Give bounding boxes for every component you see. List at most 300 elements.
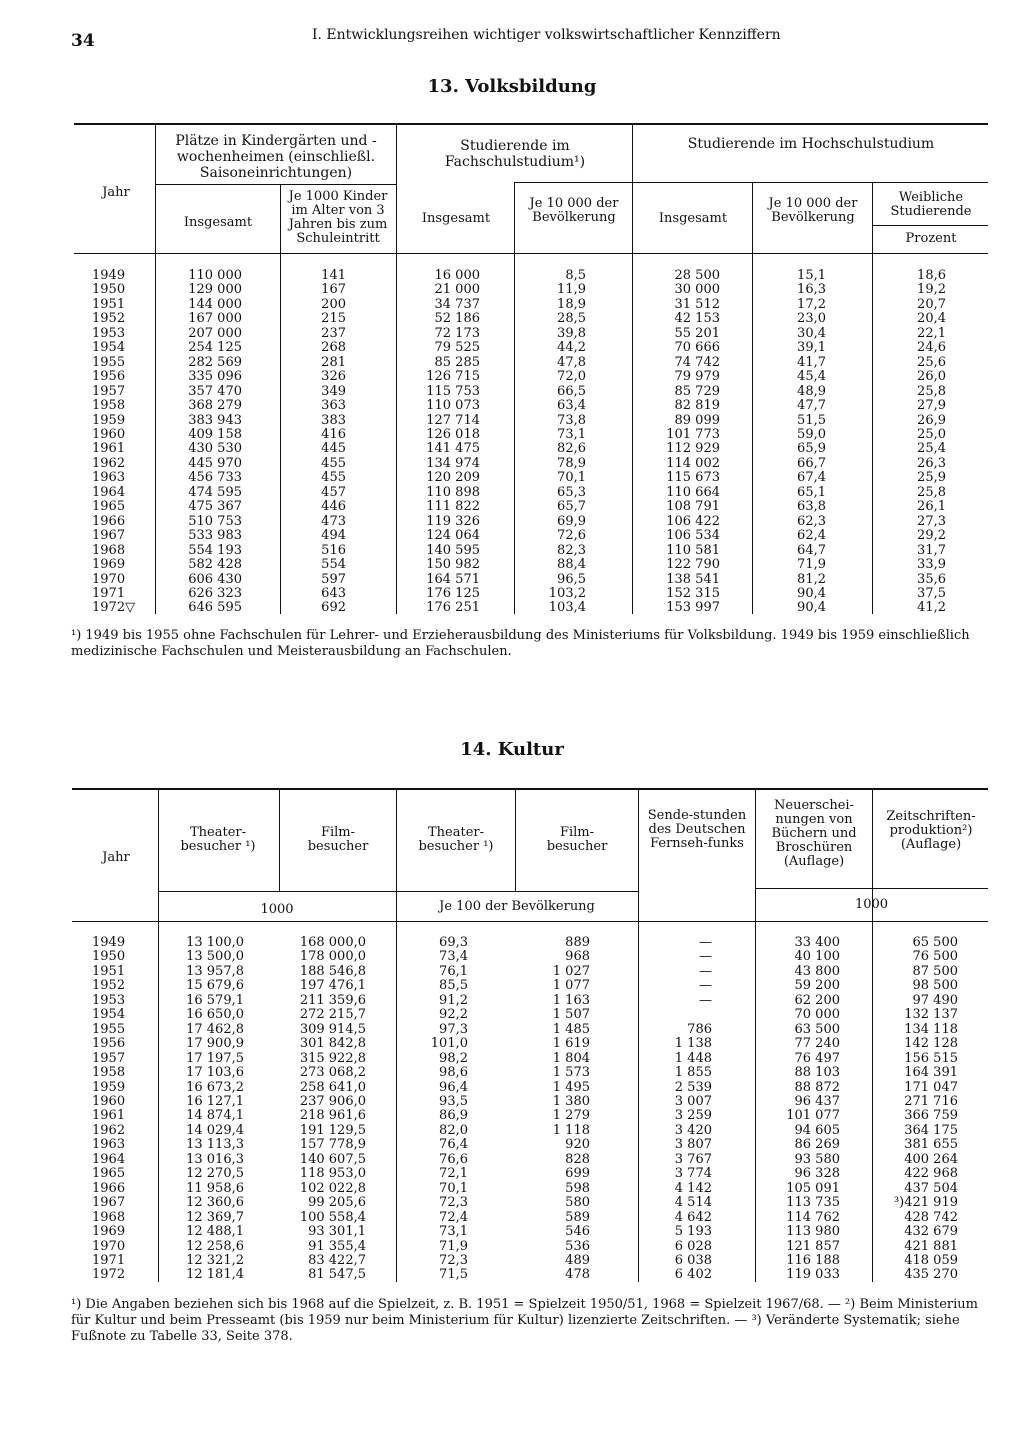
table-cell: 115 673 xyxy=(666,470,720,486)
table-cell: 215 xyxy=(321,311,346,327)
table14-top-rule xyxy=(72,788,988,790)
table-cell: 51,5 xyxy=(797,412,826,428)
table14-header-zeitschriften: Zeitschriften-produktion²) (Auflage) xyxy=(886,809,976,852)
table-cell: 416 xyxy=(321,426,346,442)
table-cell: 12 270,5 xyxy=(186,1166,244,1182)
table13-header-fach-je10000: Je 10 000 der Bevölkerung xyxy=(529,196,619,225)
table-cell: 121 857 xyxy=(786,1238,840,1254)
table-cell: 16 650,0 xyxy=(186,1007,244,1023)
table-cell: 41,2 xyxy=(917,600,946,616)
table-cell: 3 767 xyxy=(674,1151,712,1167)
table-cell: 4 642 xyxy=(674,1209,712,1225)
table-cell: 140 607,5 xyxy=(299,1151,366,1167)
table-cell: 1959 xyxy=(92,1079,126,1095)
table-cell: 1962 xyxy=(92,1122,126,1138)
table-cell: 457 xyxy=(321,484,346,500)
table-cell: 1967 xyxy=(92,528,126,544)
table-cell: 4 142 xyxy=(674,1180,712,1196)
table-cell: 368 279 xyxy=(188,398,242,414)
table-cell: 383 943 xyxy=(188,412,242,428)
table-cell: 16,3 xyxy=(797,282,826,298)
table13-col-hoch-ins xyxy=(636,269,720,616)
table-cell: 106 422 xyxy=(666,513,720,529)
table-cell: 171 047 xyxy=(904,1079,958,1095)
table-cell: 455 xyxy=(321,455,346,471)
table-cell: 1 855 xyxy=(674,1065,712,1081)
table-cell: 357 470 xyxy=(188,383,242,399)
table-cell: 142 128 xyxy=(904,1036,958,1052)
table-cell: 42 153 xyxy=(674,311,720,327)
table-cell: 643 xyxy=(321,585,346,601)
table-cell: 82,3 xyxy=(557,542,586,558)
table-cell: 113 980 xyxy=(786,1224,840,1240)
table-cell: 421 881 xyxy=(904,1238,958,1254)
table-cell: 16 579,1 xyxy=(186,992,244,1008)
table-cell: 74 742 xyxy=(674,354,720,370)
table-cell: 70,1 xyxy=(439,1180,468,1196)
table-cell: 63,8 xyxy=(797,499,826,515)
table-cell: 14 874,1 xyxy=(186,1108,244,1124)
table-cell xyxy=(642,1008,712,1022)
table-cell: 446 xyxy=(321,499,346,515)
table-cell: 29,2 xyxy=(917,528,946,544)
table-cell: 428 742 xyxy=(904,1209,958,1225)
table-cell: 12 360,6 xyxy=(186,1195,244,1211)
table-cell: 1964 xyxy=(92,1151,126,1167)
table-cell: — xyxy=(699,978,712,994)
table14-col-film-abs xyxy=(282,936,366,1283)
table-cell: 28,5 xyxy=(557,311,586,327)
table-cell: 110 581 xyxy=(666,542,720,558)
table-cell: 96 437 xyxy=(794,1093,840,1109)
table-cell: 1957 xyxy=(92,1050,126,1066)
table-cell: 786 xyxy=(687,1021,712,1037)
table14-col-neuerscheinungen xyxy=(758,936,840,1283)
table-cell: 1954 xyxy=(92,340,126,356)
table-cell: 69,3 xyxy=(439,935,468,950)
table-cell: 1 138 xyxy=(674,1036,712,1052)
table-cell: 96 328 xyxy=(794,1166,840,1182)
table-cell: 1951 xyxy=(92,296,126,312)
table-cell: 17 103,6 xyxy=(186,1065,244,1081)
table-cell: 1970 xyxy=(92,1238,126,1254)
table-cell: 20,4 xyxy=(917,311,946,327)
table-cell: 335 096 xyxy=(188,369,242,385)
table13-vrule-1 xyxy=(155,124,156,614)
table-cell: 13 100,0 xyxy=(186,935,244,950)
table-cell: 2 539 xyxy=(674,1079,712,1095)
table-cell: 25,6 xyxy=(917,354,946,370)
table-cell: 71,5 xyxy=(439,1267,468,1283)
table-cell: 211 359,6 xyxy=(299,992,366,1008)
table-cell: 1 279 xyxy=(552,1108,590,1124)
table-cell: 157 778,9 xyxy=(299,1137,366,1153)
table-cell: 12 488,1 xyxy=(186,1224,244,1240)
table-cell: 533 983 xyxy=(188,528,242,544)
table-cell: 65,3 xyxy=(557,484,586,500)
table14-footnote xyxy=(71,1297,991,1345)
table-cell: 23,0 xyxy=(797,311,826,327)
table-cell: 30 000 xyxy=(674,282,720,298)
table-cell: 72,3 xyxy=(439,1252,468,1268)
table13-mid-rule xyxy=(514,182,988,183)
table-cell: 281 xyxy=(321,354,346,370)
table-cell: 70 000 xyxy=(794,1007,840,1023)
table-cell: 1 380 xyxy=(552,1093,590,1109)
table13-header-hoch-je10000: Je 10 000 der Bevölkerung xyxy=(768,196,858,225)
table14-header-theater-abs: Theater-besucher ¹) xyxy=(180,825,256,854)
table-cell: 17,2 xyxy=(797,296,826,312)
table-cell: 1 485 xyxy=(552,1021,590,1037)
table13-vrule-4 xyxy=(514,182,515,614)
table-cell: 1960 xyxy=(92,426,126,442)
table-cell: 3 420 xyxy=(674,1122,712,1138)
table-cell: 78,9 xyxy=(557,455,586,471)
table-cell: 1958 xyxy=(92,398,126,414)
table-cell: 45,4 xyxy=(797,369,826,385)
table-cell: 889 xyxy=(565,935,590,950)
table-cell: 106 534 xyxy=(666,528,720,544)
table-cell: 273 068,2 xyxy=(299,1065,366,1081)
table-cell: 27,9 xyxy=(917,398,946,414)
table14-title: 14. Kultur xyxy=(460,739,564,760)
table-cell: 86,9 xyxy=(439,1108,468,1124)
table14-unit-rule-left xyxy=(158,891,638,892)
table13-vrule-5 xyxy=(632,124,633,614)
table-cell: 13 016,3 xyxy=(186,1151,244,1167)
table-cell: 1949 xyxy=(92,935,126,950)
table-cell: 19,2 xyxy=(917,282,946,298)
table13-header-hochschule: Studierende im Hochschulstudium xyxy=(687,136,935,152)
table-cell: 77 240 xyxy=(794,1036,840,1052)
table-cell: 85,5 xyxy=(439,978,468,994)
table-cell: 126 018 xyxy=(426,426,480,442)
table-cell: 1949 xyxy=(92,268,126,283)
table-cell: 72,4 xyxy=(439,1209,468,1225)
table14-header-film-rel: Film-besucher xyxy=(546,825,608,854)
table-cell: 1954 xyxy=(92,1007,126,1023)
table-cell: 473 xyxy=(321,513,346,529)
table-cell: 12 181,4 xyxy=(186,1267,244,1283)
table-cell: 108 791 xyxy=(666,499,720,515)
table-cell: 86 269 xyxy=(794,1137,840,1153)
table-cell: 72 173 xyxy=(434,325,480,341)
table-cell: 207 000 xyxy=(188,325,242,341)
table-cell: 73,1 xyxy=(439,1224,468,1240)
table-cell: 326 xyxy=(321,369,346,385)
table-cell: 82,0 xyxy=(439,1122,468,1138)
table-cell: — xyxy=(699,992,712,1008)
table-cell: 188 546,8 xyxy=(299,963,366,979)
table-cell: 71,9 xyxy=(797,557,826,573)
table-cell: 15 679,6 xyxy=(186,978,244,994)
table-cell: 3 807 xyxy=(674,1137,712,1153)
table-cell: ³)421 919 xyxy=(893,1195,958,1211)
table-cell: 554 xyxy=(321,557,346,573)
table-cell: 20,7 xyxy=(917,296,946,312)
table-cell: 114 762 xyxy=(786,1209,840,1225)
table-cell: 63,4 xyxy=(557,398,586,414)
table13-top-rule xyxy=(74,123,988,125)
table-cell: 554 193 xyxy=(188,542,242,558)
page-number: 34 xyxy=(71,31,95,51)
table-cell: 72,0 xyxy=(557,369,586,385)
table-cell: 1972▽ xyxy=(92,600,136,616)
table-cell: 152 315 xyxy=(666,585,720,601)
table-cell: 93 301,1 xyxy=(308,1224,366,1240)
table-cell: 489 xyxy=(565,1252,590,1268)
table-cell: 381 655 xyxy=(904,1137,958,1153)
table13-header-fach-insgesamt: Insgesamt xyxy=(421,211,491,226)
table-cell: 141 xyxy=(321,268,346,283)
table-cell: 3 007 xyxy=(674,1093,712,1109)
table-cell: 14 029,4 xyxy=(186,1122,244,1138)
table-cell: 1 077 xyxy=(552,978,590,994)
table-cell: 237 906,0 xyxy=(299,1093,366,1109)
table-cell: 546 xyxy=(565,1224,590,1240)
table14-col-film-rel xyxy=(520,936,590,1283)
table13-col-year xyxy=(92,269,152,616)
table-cell: 432 679 xyxy=(904,1224,958,1240)
table-cell: 1 619 xyxy=(552,1036,590,1052)
table-cell: 156 515 xyxy=(904,1050,958,1066)
table13-vrule-6 xyxy=(752,182,753,614)
table-cell: 69,9 xyxy=(557,513,586,529)
table-cell: 1 027 xyxy=(552,963,590,979)
table-cell: 254 125 xyxy=(188,340,242,356)
table-cell: 383 xyxy=(321,412,346,428)
table-cell: 1962 xyxy=(92,455,126,471)
table-cell: 100 558,4 xyxy=(299,1209,366,1225)
table-cell: 13 500,0 xyxy=(186,949,244,965)
table-cell: 309 914,5 xyxy=(299,1021,366,1037)
table13-mid-rule-kiga xyxy=(155,184,396,185)
table-cell: 134 974 xyxy=(426,455,480,471)
table-cell: 116 188 xyxy=(786,1252,840,1268)
table14-footnote-text: ¹) Die Angaben beziehen sich bis 1968 auf die Spielzeit, z. B. 1951 = Spielzeit 1950/51, 1968 = Spielzeit 1967/68. — ²) Beim Ministerium für Kultur und beim Presseamt (bis 1959 nur beim Ministerium für Kultur) lizenzierte Zeitschriften. — ³) Veränderte Systematik; siehe Fußnote zu Tabelle 33, Seite 378. xyxy=(71,1297,978,1344)
table-cell: 66,5 xyxy=(557,383,586,399)
table-cell: — xyxy=(699,935,712,950)
table-cell: 1958 xyxy=(92,1065,126,1081)
table-cell: 315 922,8 xyxy=(299,1050,366,1066)
table-cell: 35,6 xyxy=(917,571,946,587)
table-cell: 44,2 xyxy=(557,340,586,356)
table-cell: 430 530 xyxy=(188,441,242,457)
table13-footnote-text: ¹) 1949 bis 1955 ohne Fachschulen für Lehrer- und Erzieherausbildung des Ministeriums für Volksbildung. 1949 bis 1959 einschließlich medizinische Fachschulen und Meisterausbildung an Fachschulen. xyxy=(71,628,970,659)
table-cell: 52 186 xyxy=(434,311,480,327)
table-cell: 176 251 xyxy=(426,600,480,616)
table-cell: 422 968 xyxy=(904,1166,958,1182)
table14-header-neuerscheinungen: Neuerschei-nungen von Büchern und Broschüren (Auflage) xyxy=(771,798,857,869)
table14-col-theater-rel xyxy=(400,936,468,1283)
table-cell: 112 929 xyxy=(666,441,720,457)
table-cell: 103,4 xyxy=(548,600,586,616)
table-cell: 1968 xyxy=(92,1209,126,1225)
table13-footnote xyxy=(71,628,991,660)
table-cell: 97 490 xyxy=(912,992,958,1008)
table-cell: 598 xyxy=(565,1180,590,1196)
table-cell: 167 000 xyxy=(188,311,242,327)
table-cell: 474 595 xyxy=(188,484,242,500)
table-cell: 114 002 xyxy=(666,455,720,471)
table-cell: 62 200 xyxy=(794,992,840,1008)
table-cell: 17 900,9 xyxy=(186,1036,244,1052)
table-cell: 15,1 xyxy=(797,268,826,283)
table-cell: 79 979 xyxy=(674,369,720,385)
table-cell: 6 402 xyxy=(674,1267,712,1283)
table14-col-theater-abs xyxy=(162,936,244,1283)
table-cell: 102 022,8 xyxy=(299,1180,366,1196)
table14-unit-1000-right: 1000 xyxy=(854,897,889,912)
table-cell: 62,3 xyxy=(797,513,826,529)
table-cell: 48,9 xyxy=(797,383,826,399)
table-cell: 93 580 xyxy=(794,1151,840,1167)
table13-title: 13. Volksbildung xyxy=(427,76,597,97)
table-cell: 59,0 xyxy=(797,426,826,442)
table-cell: 25,8 xyxy=(917,383,946,399)
table-cell: 21 000 xyxy=(434,282,480,298)
table-cell: 1967 xyxy=(92,1195,126,1211)
table-cell: 271 716 xyxy=(904,1093,958,1109)
table-cell: 65,9 xyxy=(797,441,826,457)
table-cell: 6 038 xyxy=(674,1252,712,1268)
table13-col-hoch-je xyxy=(756,269,826,616)
table14-header-film-abs: Film-besucher xyxy=(307,825,369,854)
table-cell: 168 000,0 xyxy=(299,935,366,950)
table-cell: 132 137 xyxy=(904,1007,958,1023)
table-cell: 18,9 xyxy=(557,296,586,312)
table-cell: 364 175 xyxy=(904,1122,958,1138)
table-cell: 197 476,1 xyxy=(299,978,366,994)
table-cell: 1972 xyxy=(92,1267,126,1283)
table-cell: 1965 xyxy=(92,1166,126,1182)
table13-header-kindergarten: Plätze in Kindergärten und -wochenheimen (einschließl. Saisoneinrichtungen) xyxy=(175,133,377,181)
table-cell: 1 118 xyxy=(552,1122,590,1138)
table14-vrule-6 xyxy=(755,790,756,1282)
table13-header-kiga-je1000: Je 1000 Kinder im Alter von 3 Jahren bis zum Schuleintritt xyxy=(288,189,388,246)
table-cell: 828 xyxy=(565,1151,590,1167)
table-cell: 191 129,5 xyxy=(299,1122,366,1138)
table13-vrule-3 xyxy=(396,124,397,614)
table-cell: 437 504 xyxy=(904,1180,958,1196)
table-cell: 126 715 xyxy=(426,369,480,385)
table-cell: 13 113,3 xyxy=(186,1137,244,1153)
table-cell: 349 xyxy=(321,383,346,399)
table-cell: 98 500 xyxy=(912,978,958,994)
table-cell: 40 100 xyxy=(794,949,840,965)
table-cell: 5 193 xyxy=(674,1224,712,1240)
table-cell: 178 000,0 xyxy=(299,949,366,965)
table-cell: 67,4 xyxy=(797,470,826,486)
table-cell: 140 595 xyxy=(426,542,480,558)
table-cell: 11 958,6 xyxy=(186,1180,244,1196)
table14-header-theater-rel: Theater-besucher ¹) xyxy=(418,825,494,854)
table-cell: 1955 xyxy=(92,1021,126,1037)
table-cell: 81 547,5 xyxy=(308,1267,366,1283)
table-cell: 119 033 xyxy=(786,1267,840,1283)
table-cell: 200 xyxy=(321,296,346,312)
table-cell: 580 xyxy=(565,1195,590,1211)
table-cell: 33 400 xyxy=(794,935,840,950)
table-cell: 4 514 xyxy=(674,1195,712,1211)
table-cell: 1963 xyxy=(92,1137,126,1153)
table-cell: 24,6 xyxy=(917,340,946,356)
table-cell: 89 099 xyxy=(674,412,720,428)
table-cell: 122 790 xyxy=(666,557,720,573)
table-cell: 11,9 xyxy=(557,282,586,298)
table-cell: 110 000 xyxy=(188,268,242,283)
table-cell: 1 448 xyxy=(674,1050,712,1066)
table-cell: 91 355,4 xyxy=(308,1238,366,1254)
table-cell: 1960 xyxy=(92,1093,126,1109)
table13-header-kiga-insgesamt: Insgesamt xyxy=(183,215,253,230)
table-cell: 118 953,0 xyxy=(299,1166,366,1182)
table-cell: 47,8 xyxy=(557,354,586,370)
table14-vrule-7 xyxy=(872,790,873,1282)
table-cell: 41,7 xyxy=(797,354,826,370)
table-cell: 88 872 xyxy=(794,1079,840,1095)
table-cell: 26,1 xyxy=(917,499,946,515)
table-cell: 144 000 xyxy=(188,296,242,312)
table-cell: 1966 xyxy=(92,513,126,529)
table-cell: 3 259 xyxy=(674,1108,712,1124)
table-cell: 536 xyxy=(565,1238,590,1254)
table-cell: 64,7 xyxy=(797,542,826,558)
table-cell: 1965 xyxy=(92,499,126,515)
table-cell: 85 729 xyxy=(674,383,720,399)
table-cell: 134 118 xyxy=(904,1021,958,1037)
table-cell: 1969 xyxy=(92,1224,126,1240)
table-cell: 47,7 xyxy=(797,398,826,414)
table-cell: 82 819 xyxy=(674,398,720,414)
table-cell: 72,6 xyxy=(557,528,586,544)
table14-vrule-2 xyxy=(279,790,280,892)
table-cell: 85 285 xyxy=(434,354,480,370)
table13-vrule-2 xyxy=(280,184,281,614)
table-cell: 124 064 xyxy=(426,528,480,544)
table-cell: 34 737 xyxy=(434,296,480,312)
table-cell: 17 197,5 xyxy=(186,1050,244,1066)
table-cell: 510 753 xyxy=(188,513,242,529)
table-cell: 3 774 xyxy=(674,1166,712,1182)
table-cell: 99 205,6 xyxy=(308,1195,366,1211)
table-cell: 22,1 xyxy=(917,325,946,341)
table-cell: 164 391 xyxy=(904,1065,958,1081)
table-cell: — xyxy=(699,949,712,965)
table-cell: 1957 xyxy=(92,383,126,399)
table-cell: 153 997 xyxy=(666,600,720,616)
table13-col-fach-je xyxy=(520,269,586,616)
table-cell: 26,9 xyxy=(917,412,946,428)
table-cell: 167 xyxy=(321,282,346,298)
table-cell: 72,3 xyxy=(439,1195,468,1211)
table-cell: 76,4 xyxy=(439,1137,468,1153)
table-cell: 164 571 xyxy=(426,571,480,587)
table-cell: 88 103 xyxy=(794,1065,840,1081)
table-cell: 1 573 xyxy=(552,1065,590,1081)
table-cell: 26,0 xyxy=(917,369,946,385)
table-cell: — xyxy=(699,963,712,979)
table-cell: 1 495 xyxy=(552,1079,590,1095)
table-cell: 101 773 xyxy=(666,426,720,442)
table13-header-bottom-rule xyxy=(74,253,988,254)
table-cell: 98,2 xyxy=(439,1050,468,1066)
table-cell: 73,8 xyxy=(557,412,586,428)
table-cell: 63 500 xyxy=(794,1021,840,1037)
table-cell: 418 059 xyxy=(904,1252,958,1268)
table-cell: 1953 xyxy=(92,992,126,1008)
table-cell: 1963 xyxy=(92,470,126,486)
